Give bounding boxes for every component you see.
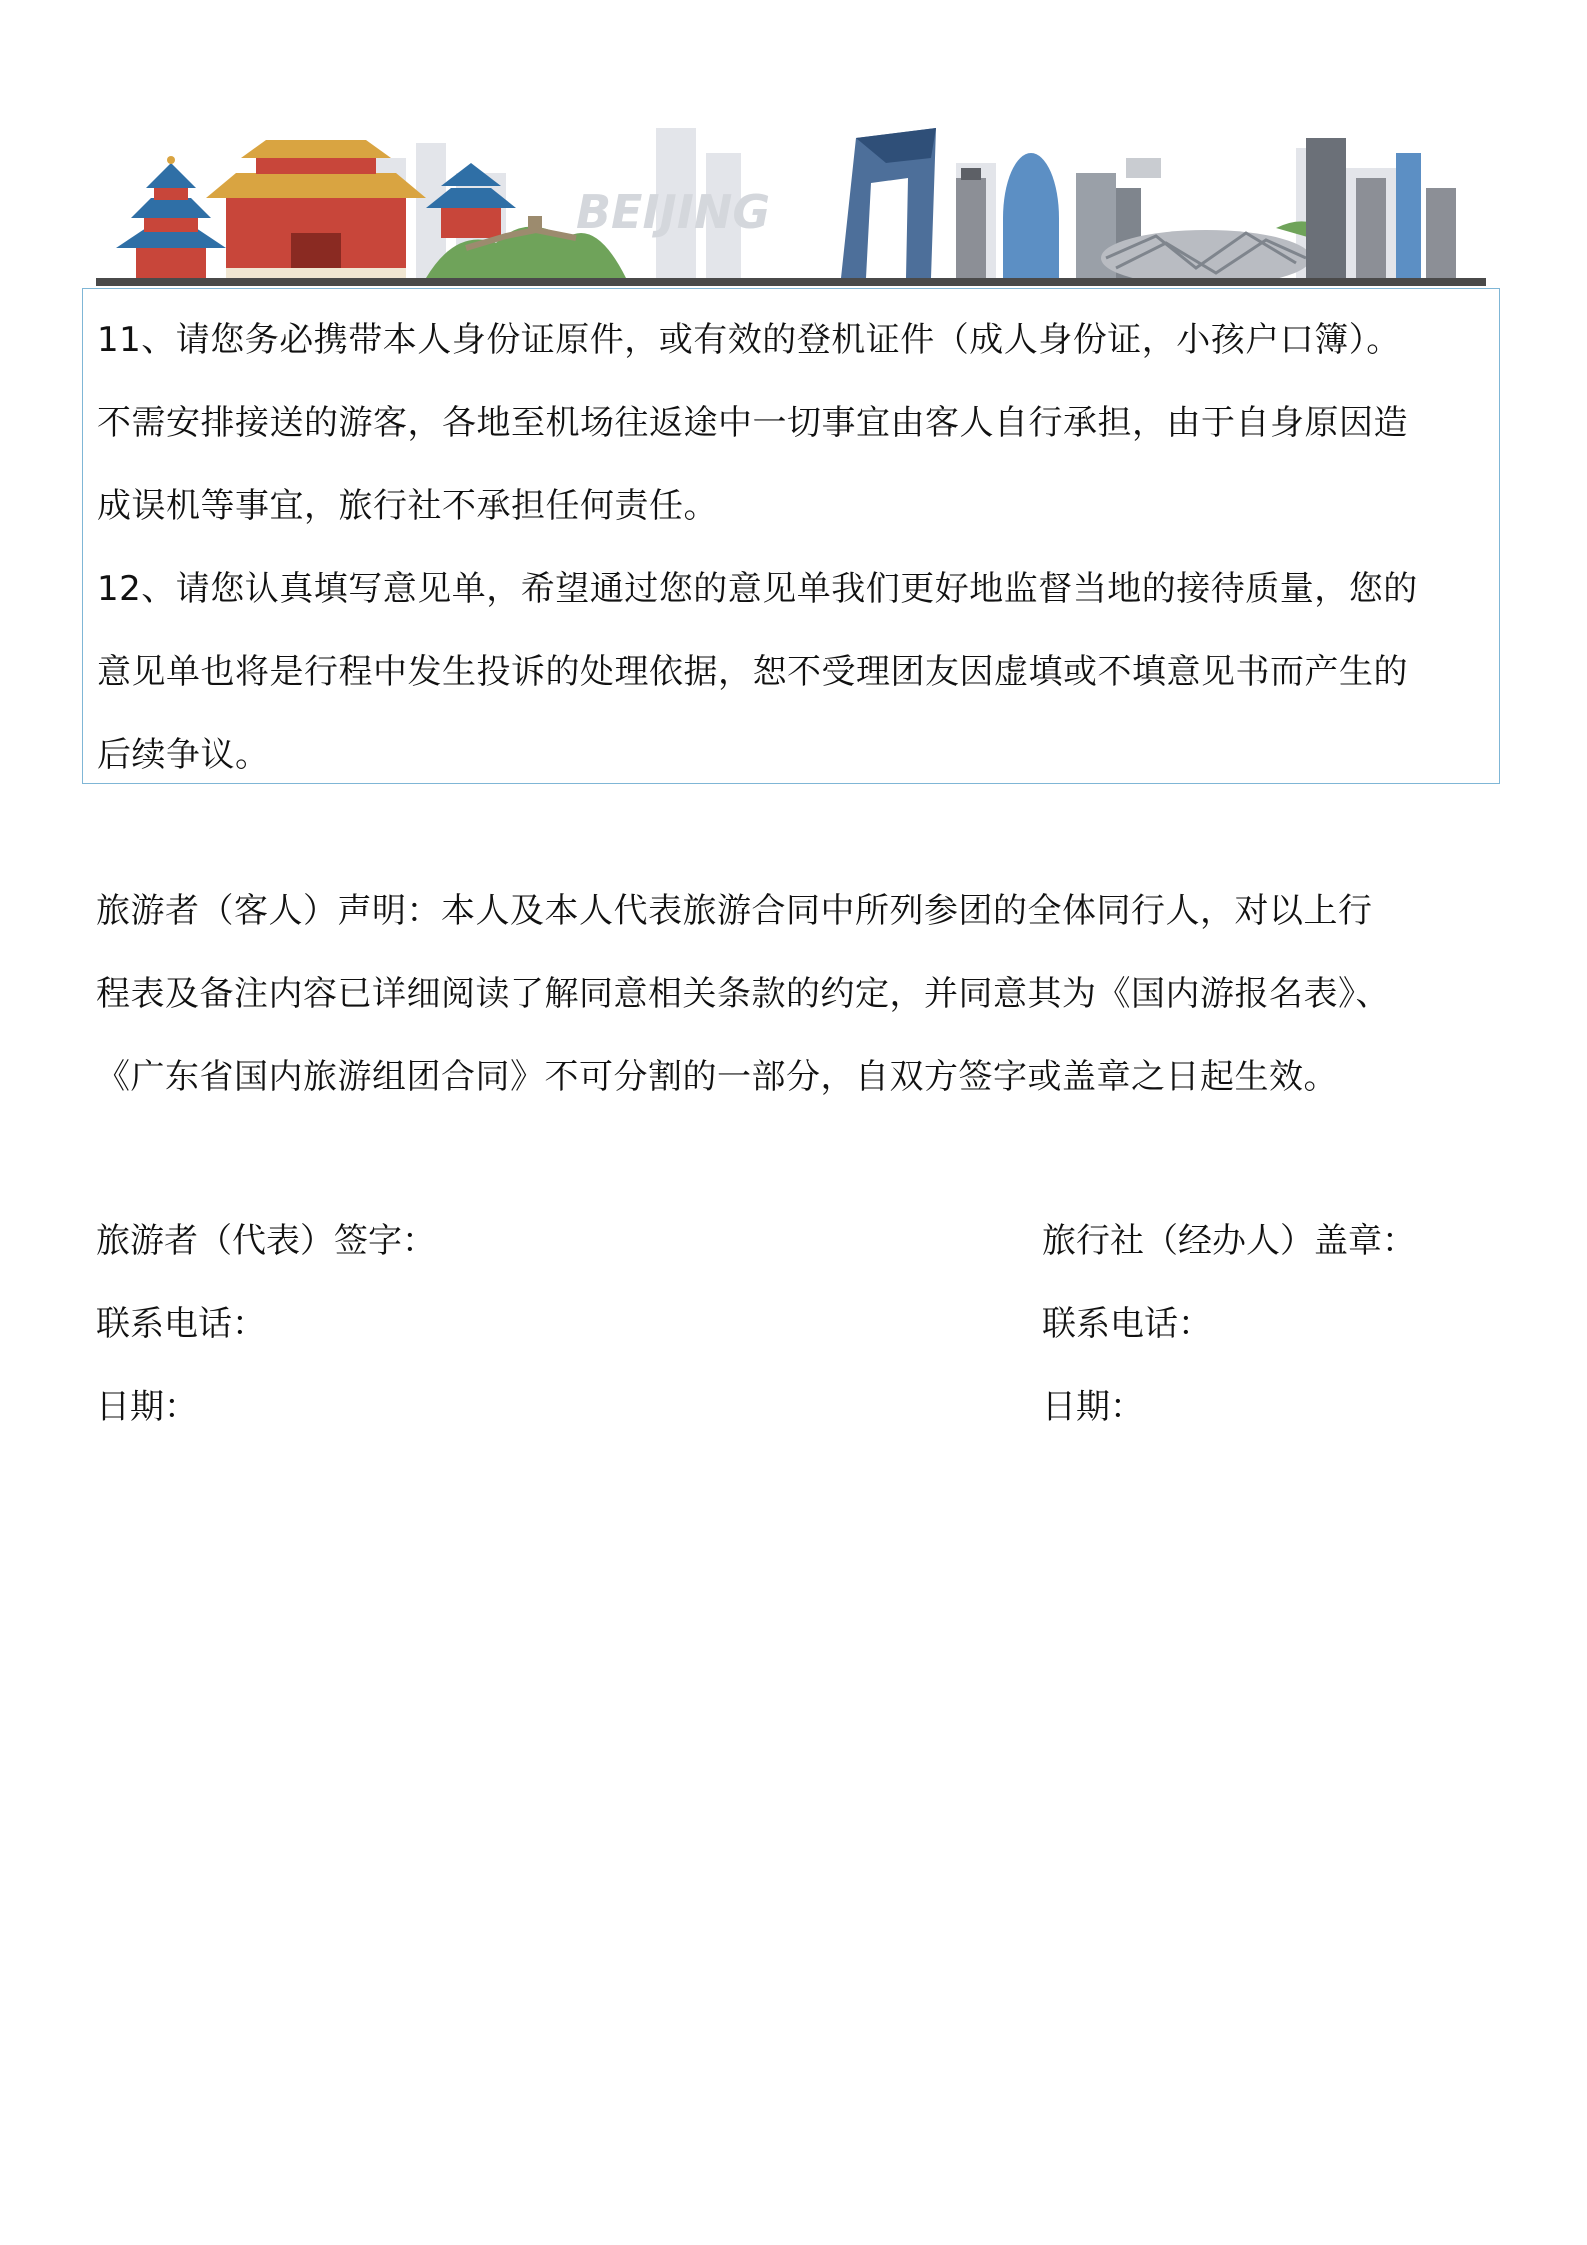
note-line: 12、请您认真填写意见单，希望通过您的意见单我们更好地监督当地的接待质量，您的: [97, 569, 1418, 609]
traveler-date-label: 日期：: [96, 1387, 198, 1427]
note-line: 成误机等事宜，旅行社不承担任何责任。: [97, 486, 718, 526]
declaration-line: 《广东省国内旅游组团合同》不可分割的一部分，自双方签字或盖章之日起生效。: [96, 1057, 1338, 1097]
beijing-skyline-banner: [96, 118, 1486, 288]
note-line: 不需安排接送的游客，各地至机场往返途中一切事宜由客人自行承担，由于自身原因造: [97, 403, 1408, 443]
traveler-signature-block: [96, 1200, 436, 1449]
skyline-illustration: [96, 118, 1486, 288]
agency-signature-block: [1042, 1200, 1416, 1449]
notes-box: [82, 288, 1500, 784]
note-line: 后续争议。: [97, 735, 270, 775]
traveler-phone-label: 联系电话：: [96, 1304, 266, 1344]
cctv-tower-icon: [841, 128, 936, 278]
declaration-line: 旅游者（客人）声明：本人及本人代表旅游合同中所列参团的全体同行人，对以上行: [96, 891, 1373, 931]
city-watermark: BEIJING: [576, 185, 771, 239]
traveler-declaration: [96, 870, 1506, 1119]
note-line: 意见单也将是行程中发生投诉的处理依据，恕不受理团友因虚填或不填意见书而产生的: [97, 652, 1408, 692]
note-item-12: [97, 548, 1485, 797]
agency-seal-label: 旅行社（经办人）盖章：: [1042, 1221, 1416, 1261]
note-item-11: [97, 299, 1485, 548]
traveler-sign-label: 旅游者（代表）签字：: [96, 1221, 436, 1261]
note-line: 11、请您务必携带本人身份证原件，或有效的登机证件（成人身份证，小孩户口簿）。: [97, 320, 1401, 360]
agency-date-label: 日期：: [1042, 1387, 1144, 1427]
agency-phone-label: 联系电话：: [1042, 1304, 1212, 1344]
declaration-line: 程表及备注内容已详细阅读了解同意相关条款的约定，并同意其为《国内游报名表》、: [96, 974, 1390, 1014]
temple-of-heaven-icon: [116, 156, 226, 278]
